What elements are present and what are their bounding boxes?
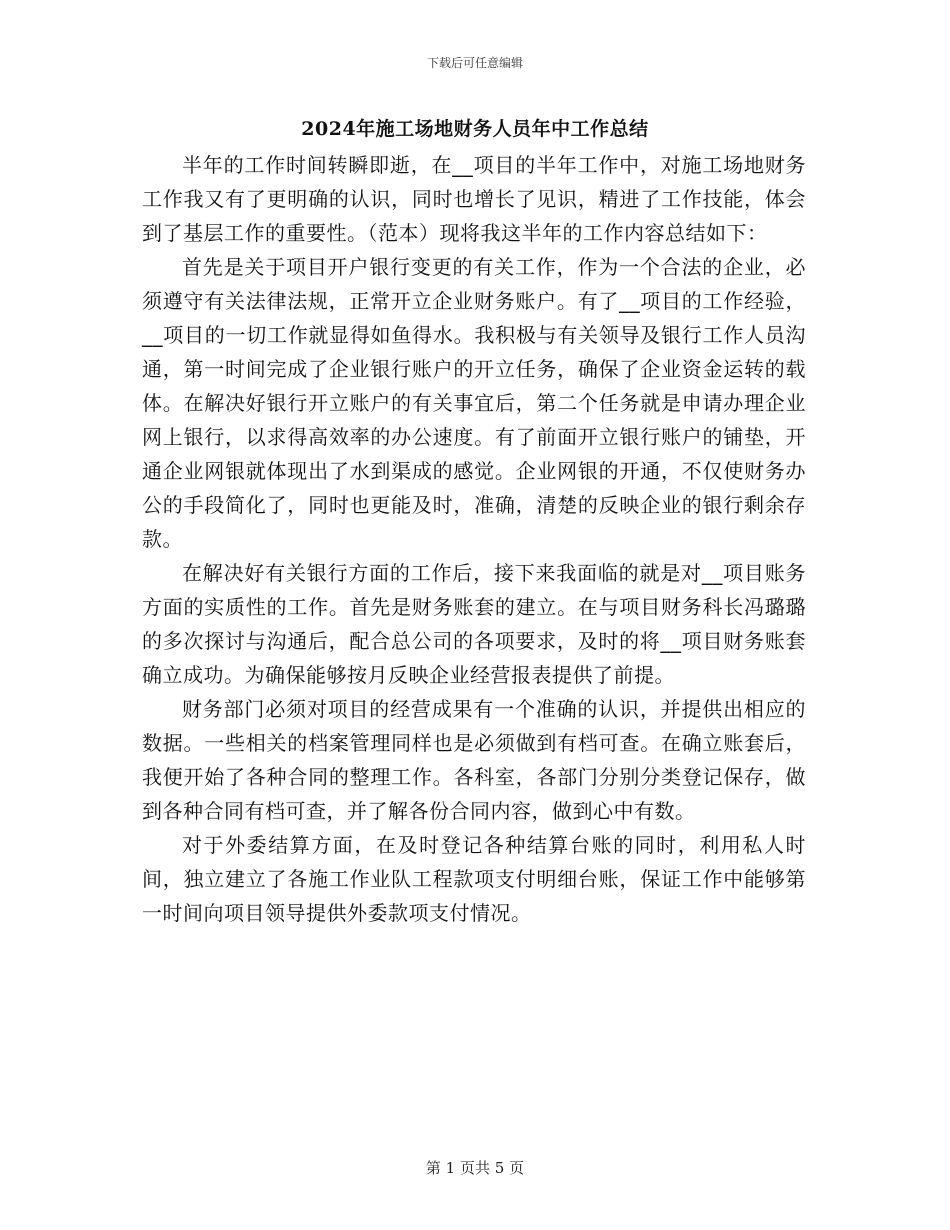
header-note: 下载后可任意编辑 (426, 56, 523, 70)
document-title: 2024年施工场地财务人员年中工作总结 (301, 118, 649, 140)
paragraph-3: 在解决好有关银行方面的工作后，接下来我面临的就是对__项目账务方面的实质性的工作。首先是财务账套的建立。在与项目财务科长冯璐璐的多次探讨与沟通后，配合总公司的各项要求，及时的将__项目财务账套确立成功。为确保能够按月反映企业经营报表提供了前提。 (142, 561, 806, 687)
document-body (142, 148, 806, 930)
paragraph-4: 财务部门必须对项目的经营成果有一个准确的认识，并提供出相应的数据。一些相关的档案管理同样也是必须做到有档可查。在确立账套后，我便开始了各种合同的整理工作。各科室，各部门分别分类登记保存，做到各种合同有档可查，并了解各份合同内容，做到心中有数。 (142, 697, 806, 823)
paragraph-1: 半年的工作时间转瞬即逝，在__项目的半年工作中，对施工场地财务工作我又有了更明确的认识，同时也增长了见识，精进了工作技能，体会到了基层工作的重要性。（范本）现将我这半年的工作内容总结如下： (142, 153, 806, 245)
page-number: 第 1 页共 5 页 (425, 1159, 525, 1177)
paragraph-2: 首先是关于项目开户银行变更的有关工作，作为一个合法的企业，必须遵守有关法律法规，正常开立企业财务账户。有了__项目的工作经验，__项目的一切工作就显得如鱼得水。我积极与有关领导及银行工作人员沟通，第一时间完成了企业银行账户的开立任务，确保了企业资金运转的载体。在解决好银行开立账户的有关事宜后，第二个任务就是申请办理企业网上银行，以求得高效率的办公速度。有了前面开立银行账户的铺垫，开通企业网银就体现出了水到渠成的感觉。企业网银的开通，不仅使财务办公的手段简化了，同时也更能及时，准确，清楚的反映企业的银行剩余存款。 (142, 255, 806, 551)
paragraph-5: 对于外委结算方面，在及时登记各种结算台账的同时，利用私人时间，独立建立了各施工作业队工程款项支付明细台账，保证工作中能够第一时间向项目领导提供外委款项支付情况。 (142, 833, 806, 925)
